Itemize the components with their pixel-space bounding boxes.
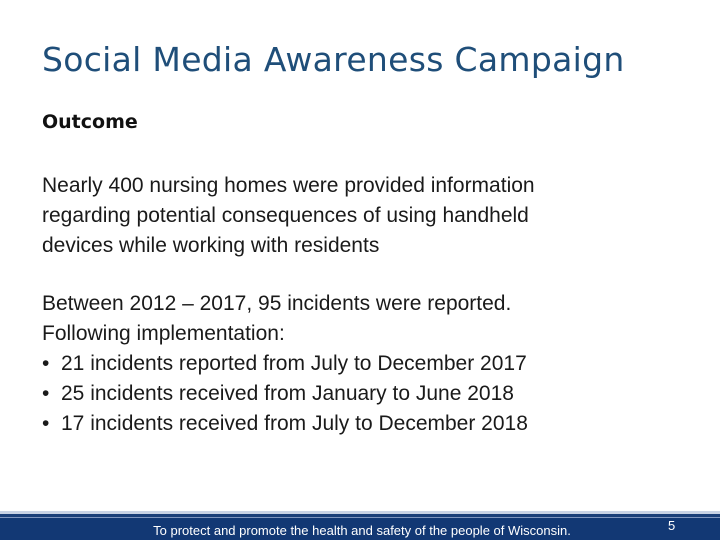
list-item (42, 349, 528, 379)
bullet-icon: • (42, 352, 50, 375)
incidents-bullet-list (42, 349, 528, 439)
incidents-paragraph (42, 289, 528, 439)
outcome-paragraph-line: Nearly 400 nursing homes were provided information (42, 174, 535, 197)
implementation-intro-line: Following implementation: (42, 322, 285, 345)
list-item (42, 409, 528, 439)
bullet-icon: • (42, 412, 50, 435)
outcome-paragraph-line: regarding potential consequences of using handheld (42, 204, 529, 227)
incidents-summary-line: Between 2012 – 2017, 95 incidents were reported. (42, 292, 512, 315)
list-item (42, 379, 528, 409)
bullet-text: 25 incidents received from January to June 2018 (61, 382, 514, 405)
slide-title: Social Media Awareness Campaign (42, 40, 625, 79)
bullet-text: 17 incidents received from July to December 2018 (61, 412, 528, 435)
footer-motto: To protect and promote the health and safety of the people of Wisconsin. (153, 523, 571, 538)
slide-number: 5 (668, 518, 676, 533)
outcome-paragraph (42, 171, 535, 261)
outcome-paragraph-line: devices while working with residents (42, 234, 380, 257)
section-heading-outcome: Outcome (42, 111, 138, 133)
footer-bar (0, 511, 720, 540)
bullet-text: 21 incidents reported from July to December 2017 (61, 352, 527, 375)
bullet-icon: • (42, 382, 50, 405)
footer-band (0, 517, 720, 540)
